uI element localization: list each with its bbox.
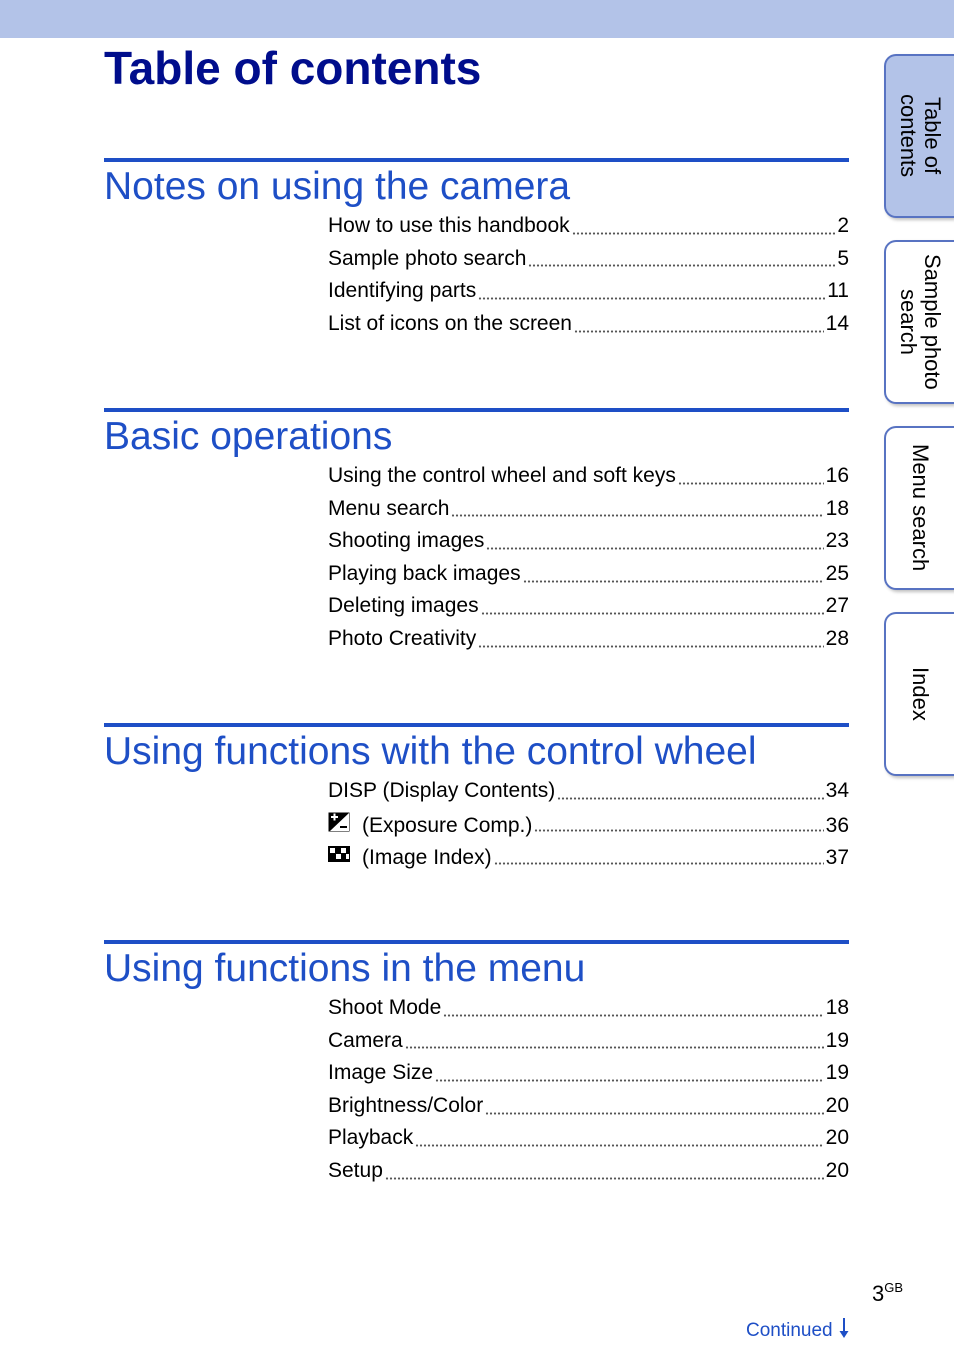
entry-list [328, 779, 849, 877]
dot-leader [451, 514, 823, 517]
entry-label: Photo Creativity [328, 626, 477, 650]
tab-label: Table of contents [896, 94, 945, 178]
dot-leader [481, 612, 824, 615]
section-title: Basic operations [104, 415, 393, 458]
toc-entry[interactable] [328, 996, 849, 1029]
dot-leader [415, 1144, 823, 1147]
dot-leader [678, 482, 824, 485]
page-number-value: 3 [872, 1281, 885, 1306]
dot-leader [574, 330, 824, 333]
entry-page: 27 [825, 594, 849, 618]
entry-page: 16 [825, 464, 849, 487]
toc-entry[interactable] [328, 529, 849, 562]
page-number-suffix: GB [884, 1280, 904, 1295]
entry-list [328, 214, 849, 344]
tab-label: Index [908, 667, 933, 721]
entry-label: Deleting images [328, 594, 479, 618]
entry-page: 28 [825, 626, 849, 650]
entry-label: Shooting images [328, 529, 485, 553]
entry-page: 34 [825, 779, 849, 802]
tab-menu-search[interactable] [884, 426, 954, 590]
tab-label: Sample photo search [896, 254, 945, 390]
entry-label: Menu search [328, 496, 450, 520]
section-control-wheel [104, 723, 849, 877]
continued-link[interactable] [746, 1317, 850, 1345]
entry-label: DISP (Display Contents) [328, 779, 556, 802]
entry-page: 19 [825, 1061, 849, 1085]
entry-label: (Exposure Comp.) [362, 813, 533, 837]
page-title: Table of contents [104, 42, 482, 94]
toc-entry[interactable] [328, 464, 849, 497]
toc-entry[interactable] [328, 627, 849, 660]
entry-label: Playback [328, 1126, 414, 1150]
dot-leader [435, 1079, 824, 1082]
dot-leader [523, 580, 824, 583]
entry-label: Using the control wheel and soft keys [328, 464, 676, 487]
toc-entry[interactable] [328, 1094, 849, 1127]
page-number [872, 1280, 903, 1307]
entry-page: 18 [825, 996, 849, 1019]
entry-label: Playing back images [328, 561, 521, 585]
toc-entry[interactable] [328, 312, 849, 345]
entry-page: 20 [825, 1158, 849, 1182]
entry-list [328, 464, 849, 660]
entry-label: Camera [328, 1028, 403, 1052]
toc-entry[interactable] [328, 497, 849, 530]
entry-label: Brightness/Color [328, 1093, 484, 1117]
toc-entry[interactable] [328, 844, 849, 877]
toc-entry[interactable] [328, 1061, 849, 1094]
entry-page: 11 [827, 279, 849, 303]
dot-leader [485, 1112, 823, 1115]
entry-page: 14 [825, 311, 849, 335]
section-menu [104, 940, 849, 1192]
tab-table-of-contents[interactable] [884, 54, 954, 218]
entry-list [328, 996, 849, 1192]
dot-leader [557, 797, 823, 800]
entry-label: Setup [328, 1158, 383, 1182]
entry-page: 25 [825, 561, 849, 585]
arrow-down-icon [838, 1317, 850, 1345]
dot-leader [494, 862, 824, 865]
section-notes [104, 158, 849, 344]
dot-leader [405, 1046, 824, 1049]
tab-index[interactable] [884, 612, 954, 776]
entry-page: 18 [825, 496, 849, 520]
tab-label: Menu search [908, 444, 933, 572]
entry-label: Shoot Mode [328, 996, 442, 1019]
entry-page: 20 [825, 1093, 849, 1117]
entry-page: 20 [825, 1126, 849, 1150]
dot-leader [572, 232, 836, 235]
entry-page: 23 [825, 529, 849, 553]
toc-entry[interactable] [328, 594, 849, 627]
entry-label: Image Size [328, 1061, 434, 1085]
dot-leader [478, 645, 823, 648]
dot-leader [385, 1177, 824, 1180]
toc-entry[interactable] [328, 562, 849, 595]
entry-page: 37 [825, 846, 849, 870]
top-band [0, 0, 954, 38]
entry-page: 36 [825, 813, 849, 837]
toc-entry[interactable] [328, 812, 849, 845]
toc-entry[interactable] [328, 214, 849, 247]
entry-label: Sample photo search [328, 246, 527, 270]
entry-label: Identifying parts [328, 279, 477, 303]
section-title: Using functions in the menu [104, 947, 586, 990]
toc-entry[interactable] [328, 247, 849, 280]
entry-page: 19 [825, 1028, 849, 1052]
dot-leader [443, 1014, 823, 1017]
dot-leader [528, 264, 835, 267]
entry-label: List of icons on the screen [328, 311, 572, 335]
section-title: Notes on using the camera [104, 165, 571, 208]
entry-page: 2 [837, 214, 849, 237]
section-title: Using functions with the control wheel [104, 730, 757, 773]
entry-page: 5 [837, 246, 849, 270]
dot-leader [534, 829, 823, 832]
toc-entry[interactable] [328, 1126, 849, 1159]
exposure-comp-icon [328, 812, 350, 832]
tab-sample-photo-search[interactable] [884, 240, 954, 404]
continued-label: Continued [746, 1320, 833, 1341]
toc-entry[interactable] [328, 1159, 849, 1192]
section-basic [104, 408, 849, 660]
toc-entry[interactable] [328, 1029, 849, 1062]
dot-leader [478, 297, 825, 300]
toc-entry[interactable] [328, 779, 849, 812]
entry-label: (Image Index) [362, 846, 492, 870]
entry-label: How to use this handbook [328, 214, 570, 237]
toc-entry[interactable] [328, 279, 849, 312]
dot-leader [486, 547, 823, 550]
image-index-icon [328, 844, 350, 864]
